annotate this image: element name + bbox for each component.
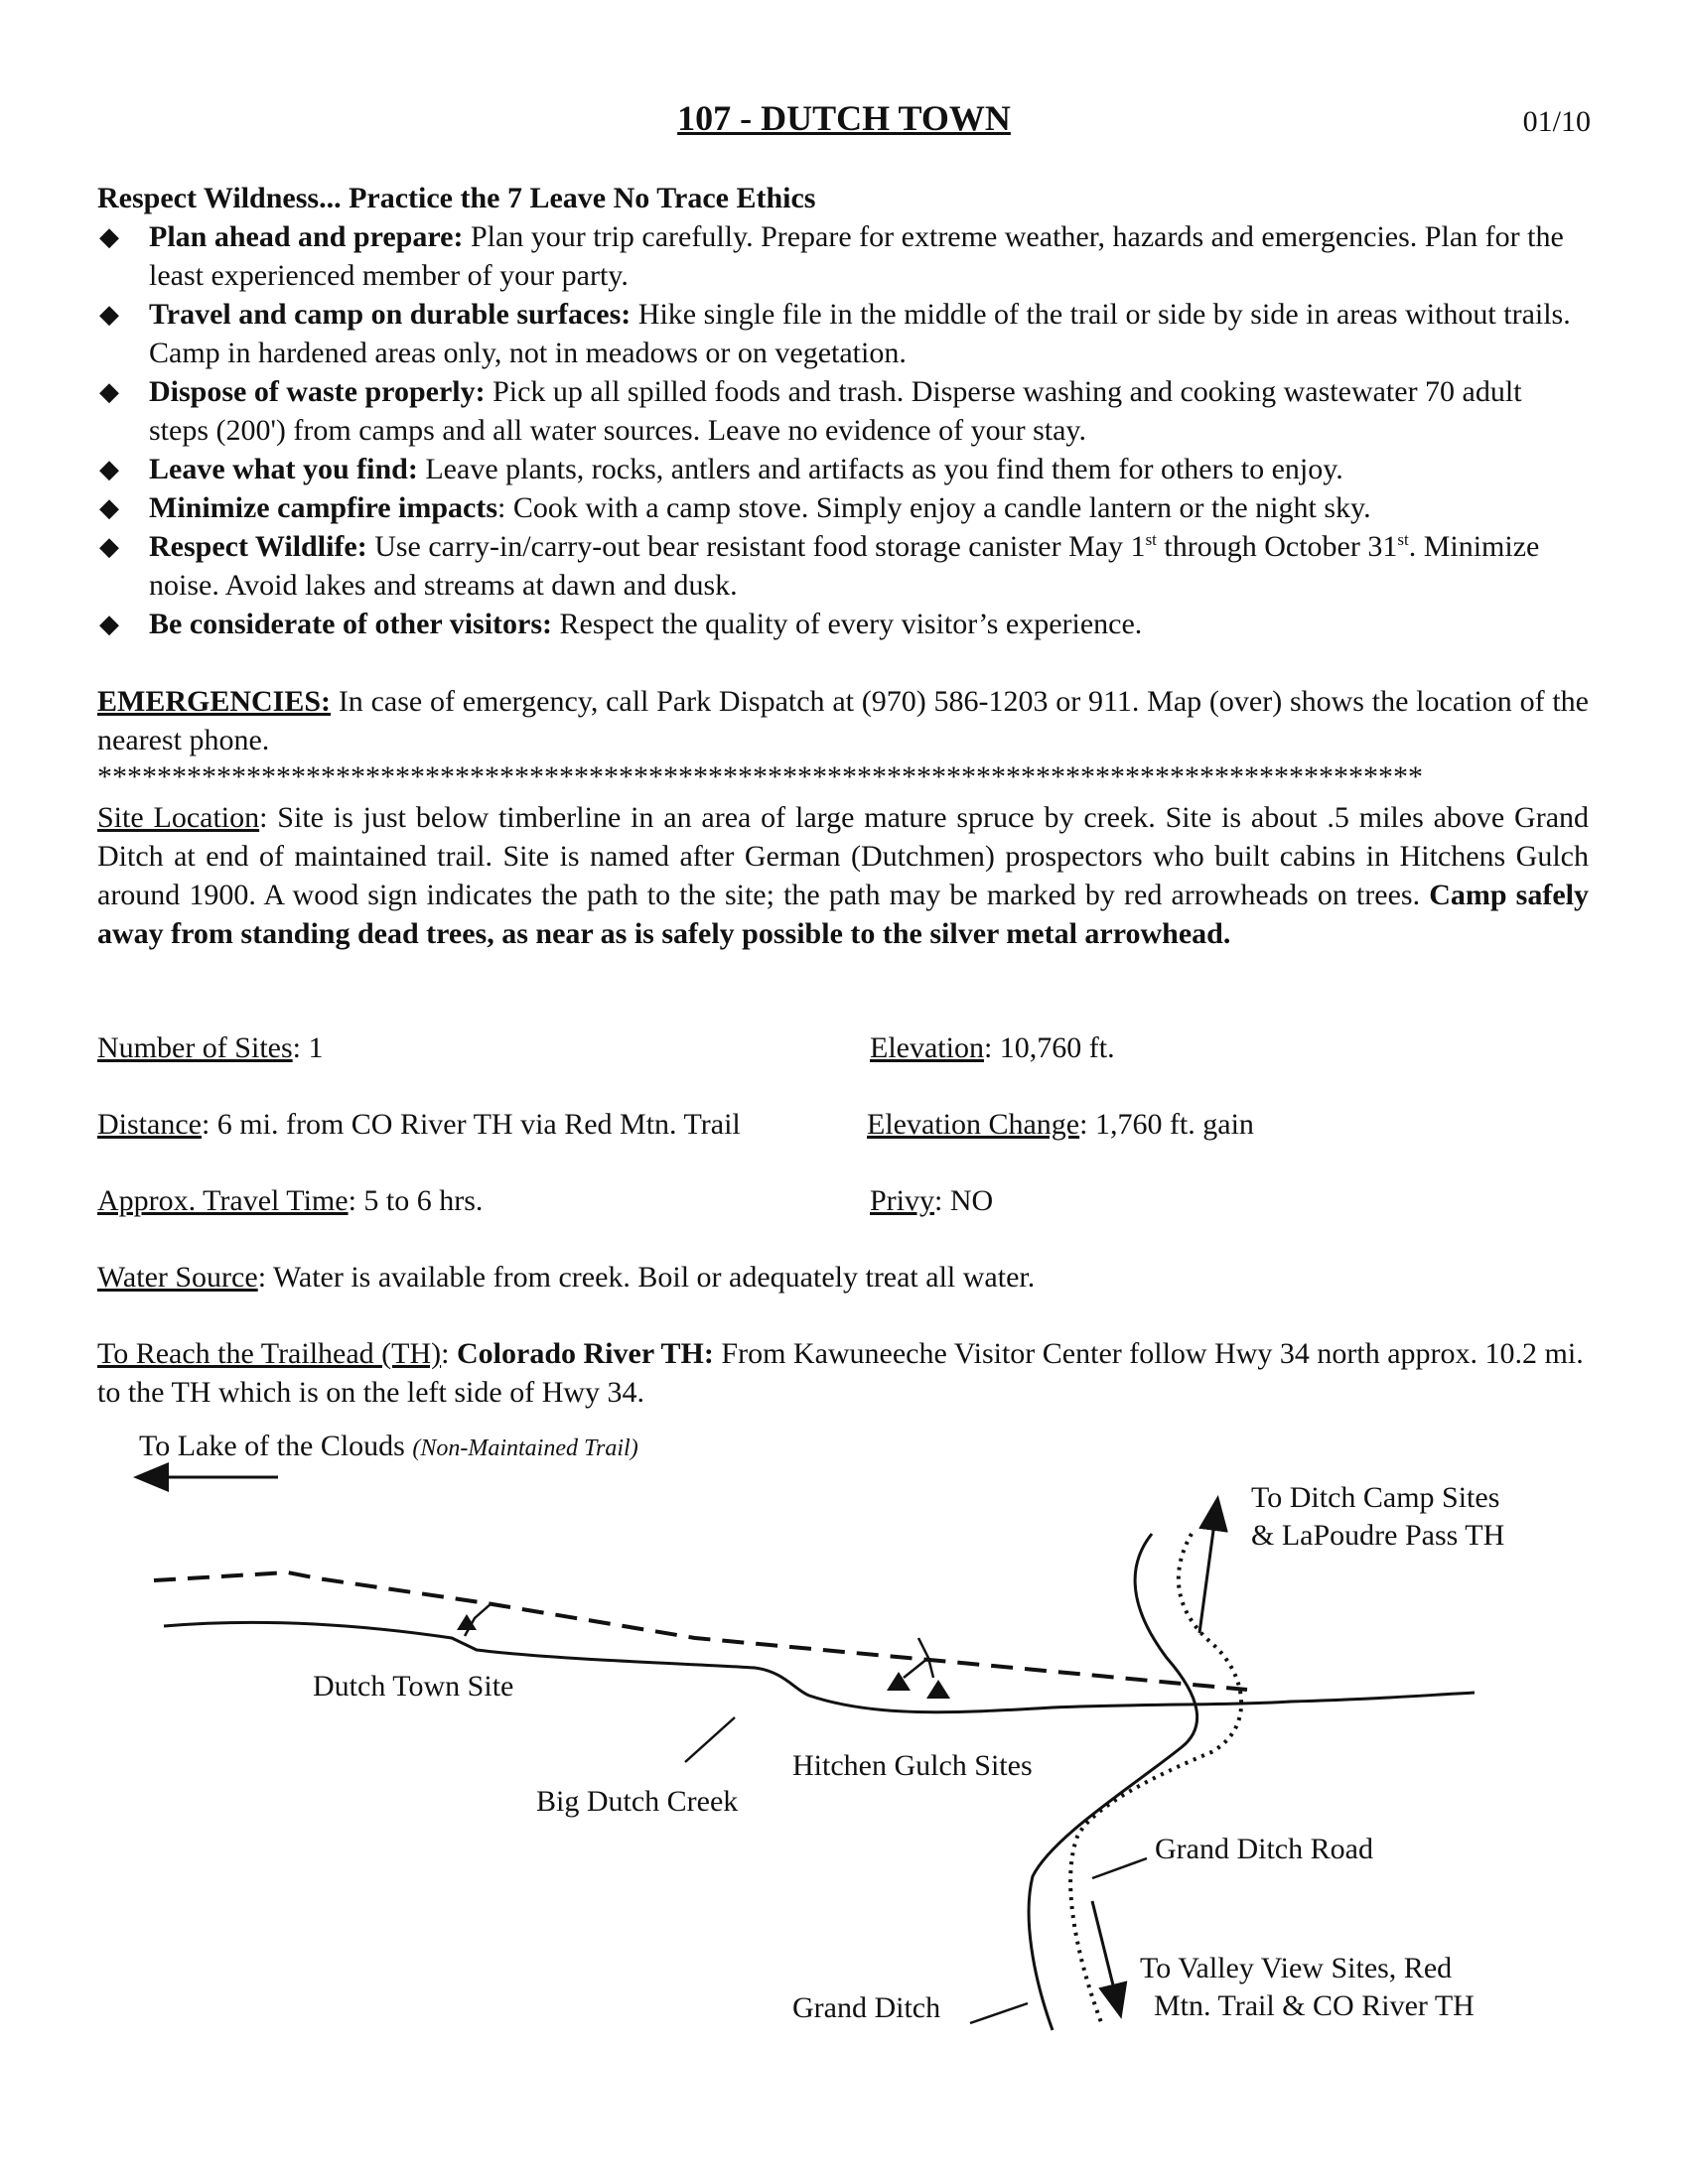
ordinal-suffix: st bbox=[1145, 530, 1157, 549]
trailhead-name: Colorado River TH: bbox=[457, 1337, 714, 1370]
page-title: 107 - DUTCH TOWN bbox=[677, 98, 1011, 138]
elevation-change-label: Elevation Change bbox=[867, 1108, 1080, 1141]
leave-no-trace-section bbox=[97, 179, 1587, 643]
lake-label-note: (Non-Maintained Trail) bbox=[412, 1435, 638, 1461]
revision-date: 01/10 bbox=[1522, 105, 1591, 138]
hitchen-gulch-label: Hitchen Gulch Sites bbox=[792, 1749, 1033, 1782]
distance bbox=[97, 1105, 741, 1144]
up-arrow-icon bbox=[1199, 1501, 1217, 1633]
diamond-bullet-icon: ◆ bbox=[99, 377, 119, 406]
list-item bbox=[97, 217, 1587, 295]
grand-ditch-road-label: Grand Ditch Road bbox=[1155, 1833, 1373, 1865]
ditch-camp-label-line1: To Ditch Camp Sites bbox=[1251, 1481, 1500, 1514]
diamond-bullet-icon: ◆ bbox=[99, 532, 119, 561]
lnt-heading: Respect Wildness... Practice the 7 Leave No Trace Ethics bbox=[97, 182, 816, 214]
emergencies-label: EMERGENCIES: bbox=[97, 685, 332, 718]
list-item bbox=[97, 527, 1587, 605]
site-location-label: Site Location bbox=[97, 801, 260, 834]
elevation-value: : 10,760 ft. bbox=[983, 1031, 1115, 1064]
item-text: Plan your trip carefully. Prepare for extreme weather, hazards and emergencies. Plan for the least experienced member of your party. bbox=[149, 220, 1564, 292]
elevation-change-value: : 1,760 ft. gain bbox=[1079, 1108, 1254, 1141]
item-text-b: through October 31 bbox=[1156, 530, 1398, 563]
privy-value: : NO bbox=[934, 1184, 994, 1217]
item-text-a: Use carry-in/carry-out bear resistant food storage canister May 1 bbox=[366, 530, 1146, 563]
lake-label-text: To Lake of the Clouds bbox=[139, 1430, 405, 1462]
list-item bbox=[97, 605, 1587, 643]
diamond-bullet-icon: ◆ bbox=[99, 610, 119, 638]
item-title: Minimize campfire impacts bbox=[149, 491, 498, 524]
lake-of-the-clouds-label bbox=[139, 1430, 638, 1463]
valley-view-label-line1: To Valley View Sites, Red bbox=[1140, 1952, 1453, 1984]
asterisk-separator: ***************************************************************************************** bbox=[97, 760, 1423, 793]
privy bbox=[870, 1181, 993, 1220]
trailhead-paragraph bbox=[97, 1334, 1589, 1412]
trail-map bbox=[0, 1430, 1688, 2045]
dutch-town-site-label: Dutch Town Site bbox=[313, 1670, 514, 1703]
water-source-label: Water Source bbox=[97, 1261, 258, 1294]
list-item bbox=[97, 372, 1587, 450]
diamond-bullet-icon: ◆ bbox=[99, 300, 119, 329]
grand-ditch-road-pointer bbox=[1092, 1858, 1147, 1878]
water-source bbox=[97, 1258, 1035, 1297]
emergencies-text: In case of emergency, call Park Dispatch at (970) 586-1203 or 911. Map (over) shows the location of the nearest phone. bbox=[97, 685, 1589, 756]
elevation-label: Elevation bbox=[870, 1031, 984, 1064]
item-title: Respect Wildlife: bbox=[149, 530, 367, 563]
trailhead-text: From Kawuneeche Visitor Center follow Hwy 34 north approx. 10.2 mi. to the TH which is on the left side of Hwy 34. bbox=[97, 1337, 1584, 1409]
item-title: Leave what you find: bbox=[149, 453, 418, 485]
valley-view-label-line2: Mtn. Trail & CO River TH bbox=[1154, 1989, 1475, 2022]
hitchen-gulch-tent-icon-2 bbox=[926, 1680, 950, 1699]
site-location-paragraph bbox=[97, 798, 1589, 953]
diamond-bullet-icon: ◆ bbox=[99, 493, 119, 522]
diamond-bullet-icon: ◆ bbox=[99, 455, 119, 483]
item-text: : Cook with a camp stove. Simply enjoy a candle lantern or the night sky. bbox=[497, 491, 1371, 524]
sites-label: Number of Sites bbox=[97, 1031, 293, 1064]
down-arrow-icon bbox=[1092, 1901, 1120, 2013]
travel-time-value: : 5 to 6 hrs. bbox=[348, 1184, 484, 1217]
elevation bbox=[870, 1028, 1115, 1067]
list-item bbox=[97, 295, 1587, 372]
item-text-c: . Minimize noise. Avoid lakes and streams at dawn and dusk. bbox=[149, 530, 1540, 602]
sites-value: : 1 bbox=[292, 1031, 324, 1064]
ditch-camp-label-line2: & LaPoudre Pass TH bbox=[1251, 1519, 1505, 1552]
site-location-warning: Camp safely away from standing dead trees, as near as is safely possible to the silver metal arrowhead. bbox=[97, 879, 1589, 950]
privy-label: Privy bbox=[870, 1184, 935, 1217]
travel-time bbox=[97, 1181, 483, 1220]
site-location-text: : Site is just below timberline in an area of large mature spruce by creek. Site is about .5 miles above Grand Ditch at end of maintained trail. Site is named after German (Dutchmen) prospectors who built cabins in Hitchens Gulch around 1900. A wood sign indicates the path to the site; the path may be marked by red arrowheads on trees. bbox=[97, 801, 1590, 911]
emergencies-paragraph bbox=[97, 682, 1589, 759]
item-text: Leave plants, rocks, antlers and artifacts as you find them for others to enjoy. bbox=[417, 453, 1343, 485]
distance-value: : 6 mi. from CO River TH via Red Mtn. Trail bbox=[201, 1108, 741, 1141]
grand-ditch-pointer bbox=[970, 2003, 1028, 2023]
item-text: Pick up all spilled foods and trash. Disperse washing and cooking wastewater 70 adult steps (200') from camps and all water sources. Leave no evidence of your stay. bbox=[149, 375, 1522, 447]
trailhead-label: To Reach the Trailhead (TH) bbox=[97, 1337, 442, 1370]
list-item bbox=[97, 450, 1587, 488]
elevation-change bbox=[867, 1105, 1254, 1144]
distance-label: Distance bbox=[97, 1108, 202, 1141]
sites-count bbox=[97, 1028, 323, 1067]
lnt-list bbox=[97, 217, 1587, 643]
ordinal-suffix: st bbox=[1397, 530, 1409, 549]
big-dutch-creek-pointer bbox=[685, 1717, 735, 1762]
water-source-text: : Water is available from creek. Boil or adequately treat all water. bbox=[257, 1261, 1036, 1294]
item-title: Travel and camp on durable surfaces: bbox=[149, 298, 632, 331]
big-dutch-creek-label: Big Dutch Creek bbox=[536, 1785, 739, 1818]
grand-ditch-label: Grand Ditch bbox=[792, 1991, 941, 2024]
trailhead-colon: : bbox=[441, 1337, 457, 1370]
diamond-bullet-icon: ◆ bbox=[99, 222, 119, 251]
item-title: Be considerate of other visitors: bbox=[149, 608, 553, 640]
item-text: Hike single file in the middle of the trail or side by side in areas without trails. Camp in hardened areas only, not in meadows or on vegetation. bbox=[149, 298, 1571, 369]
travel-time-label: Approx. Travel Time bbox=[97, 1184, 349, 1217]
list-item bbox=[97, 488, 1587, 527]
item-text: Respect the quality of every visitor’s experience. bbox=[552, 608, 1143, 640]
item-title: Plan ahead and prepare: bbox=[149, 220, 464, 253]
item-title: Dispose of waste properly: bbox=[149, 375, 486, 408]
